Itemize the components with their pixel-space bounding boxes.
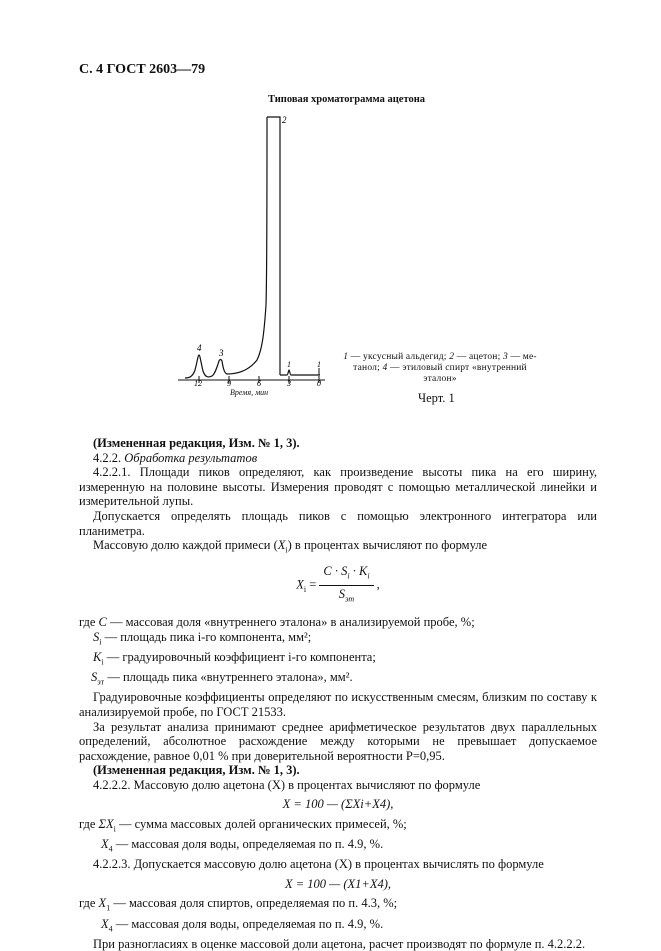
figure-legend	[340, 352, 540, 385]
section-heading-4-2-2: 4.2.2. Обработка результатов	[93, 450, 258, 465]
legend-num-1: 1	[343, 352, 349, 362]
legend-num-2: 2	[449, 352, 455, 362]
paragraph-4-2-2-2: 4.2.2.2. Массовую долю ацетона (X) в процентах вычисляют по формуле	[93, 777, 481, 792]
paragraph-4-2-2-3: 4.2.2.3. Допускается массовую долю ацетона (X) в процентах вычислять по формуле	[93, 857, 544, 872]
svg-text:6: 6	[257, 379, 261, 388]
definition-x1: где $X_1$ — массовая доля спиртов, определяемая по п. 4.3, %;	[79, 896, 398, 913]
document-body	[79, 436, 597, 951]
paragraph-4-2-2-1: 4.2.2.1. Площади пиков определяют, как произведение высоты пика на его ширину, измеренную на половине высоты. Измерения проводят с помощью металлической линейки и измерительной лупы.	[79, 465, 597, 509]
amendment-note-2: (Измененная редакция, Изм. № 1, 3).	[93, 763, 300, 778]
peak-label-2: 2	[282, 115, 287, 125]
legend-text-3: — ме-танол;	[353, 352, 537, 373]
legend-num-4: 4	[382, 363, 388, 373]
definition-x4-2: $X_4$ — массовая доля воды, определяемая по п. 4.9, %.	[101, 916, 384, 934]
paragraph-integrator: Допускается определять площадь пиков с помощью электронного интегратора или планиметра.	[79, 508, 597, 538]
definition-set: $S_{эт}$ — площадь пика «внутреннего эталона», мм².	[91, 670, 353, 687]
formula-acetone-1: X = 100 — (ΣXi+X4),	[282, 797, 394, 812]
legend-num-3: 3	[502, 352, 508, 362]
legend-text-4: — этиловый спирт «внутренний эталон»	[387, 363, 527, 384]
figure-title: Типовая хроматограмма ацетона	[268, 94, 426, 105]
definition-ki: $K_i$ — градуировочный коэффициент i-го компонента;	[93, 650, 376, 667]
legend-text-1: — уксусный альдегид;	[348, 352, 450, 362]
figure-caption: Черт. 1	[418, 391, 455, 405]
paragraph-calibration: Градуировочные коэффициенты определяют по искусственным смесям, близким по составу к анализируемой пробе, по ГОСТ 21533.	[79, 690, 597, 719]
formula-fraction: $\frac{C \cdot S_i \cdot K_i}{S_{эт}}$	[319, 564, 373, 607]
definition-si: $S_i$ — площадь пика i-го компонента, мм²;	[93, 630, 312, 647]
paragraph-dispute: При разногласиях в оценке массовой доли ацетона, расчет производят по формуле п. 4.2.2.2.	[93, 936, 586, 951]
paragraph-result: За результат анализа принимают среднее арифметическое результатов двух параллельных определений, абсолютное расхождение между которыми не превышает допускаемое расхождение, равное 0,01 % при доверительной вероятности P=0,95.	[79, 719, 597, 763]
peak-label-1: 1	[287, 360, 291, 369]
svg-text:12: 12	[194, 379, 202, 388]
paragraph-mass-fraction: Массовую долю каждой примеси $(X_i)$ в процентах вычисляют по формуле	[93, 538, 488, 555]
page-header: С. 4 ГОСТ 2603—79	[79, 62, 206, 77]
svg-text:0: 0	[317, 379, 321, 388]
peak-label-4: 4	[197, 343, 202, 353]
chromatogram	[150, 105, 350, 397]
legend-text-2: — ацетон;	[454, 352, 503, 362]
x-axis-label: Время, мин	[230, 388, 269, 397]
definition-c: где C — массовая доля «внутреннего эталона» в анализируемой пробе, %;	[79, 615, 475, 630]
definition-x4: $X_4$ — массовая доля воды, определяемая по п. 4.9, %.	[101, 837, 384, 854]
formula-acetone-2: X = 100 — (X1+X4),	[284, 876, 392, 891]
peak-label-3: 3	[219, 348, 224, 358]
svg-text:9: 9	[227, 379, 231, 388]
amendment-note: (Измененная редакция, Изм. № 1, 3).	[93, 436, 300, 450]
formula-impurity: $X_i$ = $\frac{C \cdot S_i \cdot K_i}{S_{эт}}$ ,	[79, 564, 597, 607]
injection-label: 1	[317, 360, 321, 369]
chromatogram-plot	[150, 105, 350, 388]
definition-sum-xi: где $\Sigma X_i$ — сумма массовых долей органических примесей, %;	[79, 817, 407, 834]
svg-text:3: 3	[287, 379, 291, 388]
